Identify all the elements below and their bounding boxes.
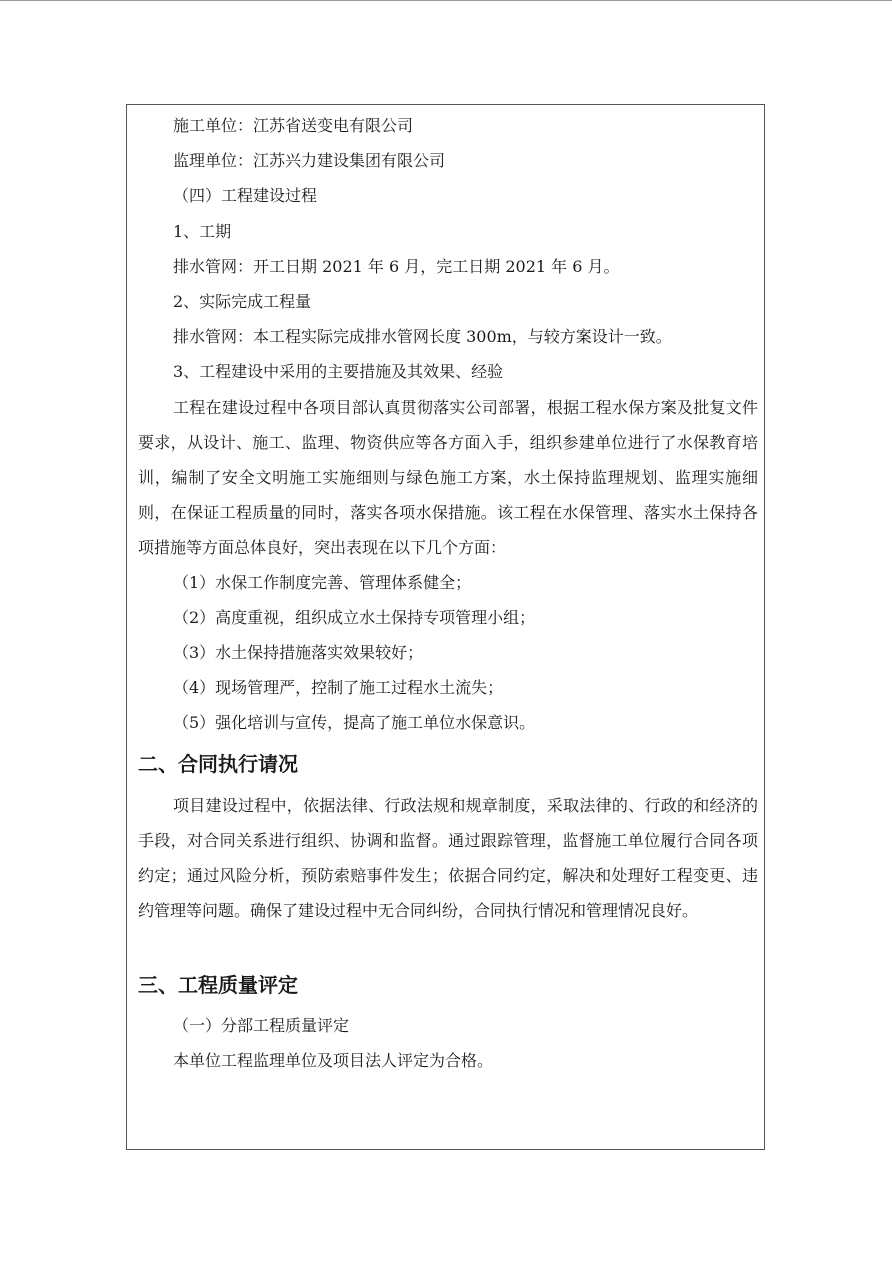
- section2-heading: 二、合同执行请况: [138, 752, 298, 776]
- item3-title: 3、工程建设中采用的主要措施及其效果、经验: [173, 362, 504, 381]
- highlight-item: （1）水保工作制度完善、管理体系健全；: [173, 573, 472, 592]
- section3-body: 本单位工程监理单位及项目法人评定为合格。: [173, 1051, 494, 1070]
- highlight-item: （5）强化培训与宣传，提高了施工单位水保意识。: [173, 713, 536, 732]
- section3-sub-heading: （一）分部工程质量评定: [173, 1016, 350, 1035]
- contract-paragraph: 项目建设过程中，依据法律、行政法规和规章制度，采取法律的、行政的和经济的手段，对合同关系进行组织、协调和监督。通过跟踪管理，监督施工单位履行合同各项约定；通过风险分析，预防索赔事件发生；依据合同约定，解决和处理好工程变更、违约管理等问题。确保了建设过程中无合同纠纷，合同执行情况和管理情况良好。: [138, 796, 758, 920]
- item1-body: 排水管网：开工日期 2021 年 6 月，完工日期 2021 年 6 月。: [173, 257, 620, 276]
- construction-unit-line: 施工单位：江苏省送变电有限公司: [173, 116, 414, 135]
- supervision-unit-line: 监理单位：江苏兴力建设集团有限公司: [173, 151, 446, 170]
- section-four-title: （四）工程建设过程: [173, 186, 318, 205]
- section3-heading: 三、工程质量评定: [138, 973, 298, 997]
- highlight-item: （3）水土保持措施落实效果较好；: [173, 643, 424, 662]
- highlight-item: （2）高度重视，组织成立水土保持专项管理小组；: [173, 608, 536, 627]
- highlight-item: （4）现场管理严，控制了施工过程水土流失；: [173, 678, 504, 697]
- item2-body: 排水管网：本工程实际完成排水管网长度 300m，与较方案设计一致。: [173, 327, 672, 346]
- measures-paragraph: 工程在建设过程中各项目部认真贯彻落实公司部署，根据工程水保方案及批复文件要求，从设计、施工、监理、物资供应等各方面入手，组织参建单位进行了水保教育培训，编制了安全文明施工实施细则与绿色施工方案，水土保持监理规划、监理实施细则，在保证工程质量的同时，落实各项水保措施。该工程在水保管理、落实水土保持各项措施等方面总体良好，突出表现在以下几个方面：: [138, 398, 758, 557]
- item1-title: 1、工期: [173, 222, 232, 241]
- item2-title: 2、实际完成工程量: [173, 292, 312, 311]
- page-top-rule: [0, 0, 892, 1]
